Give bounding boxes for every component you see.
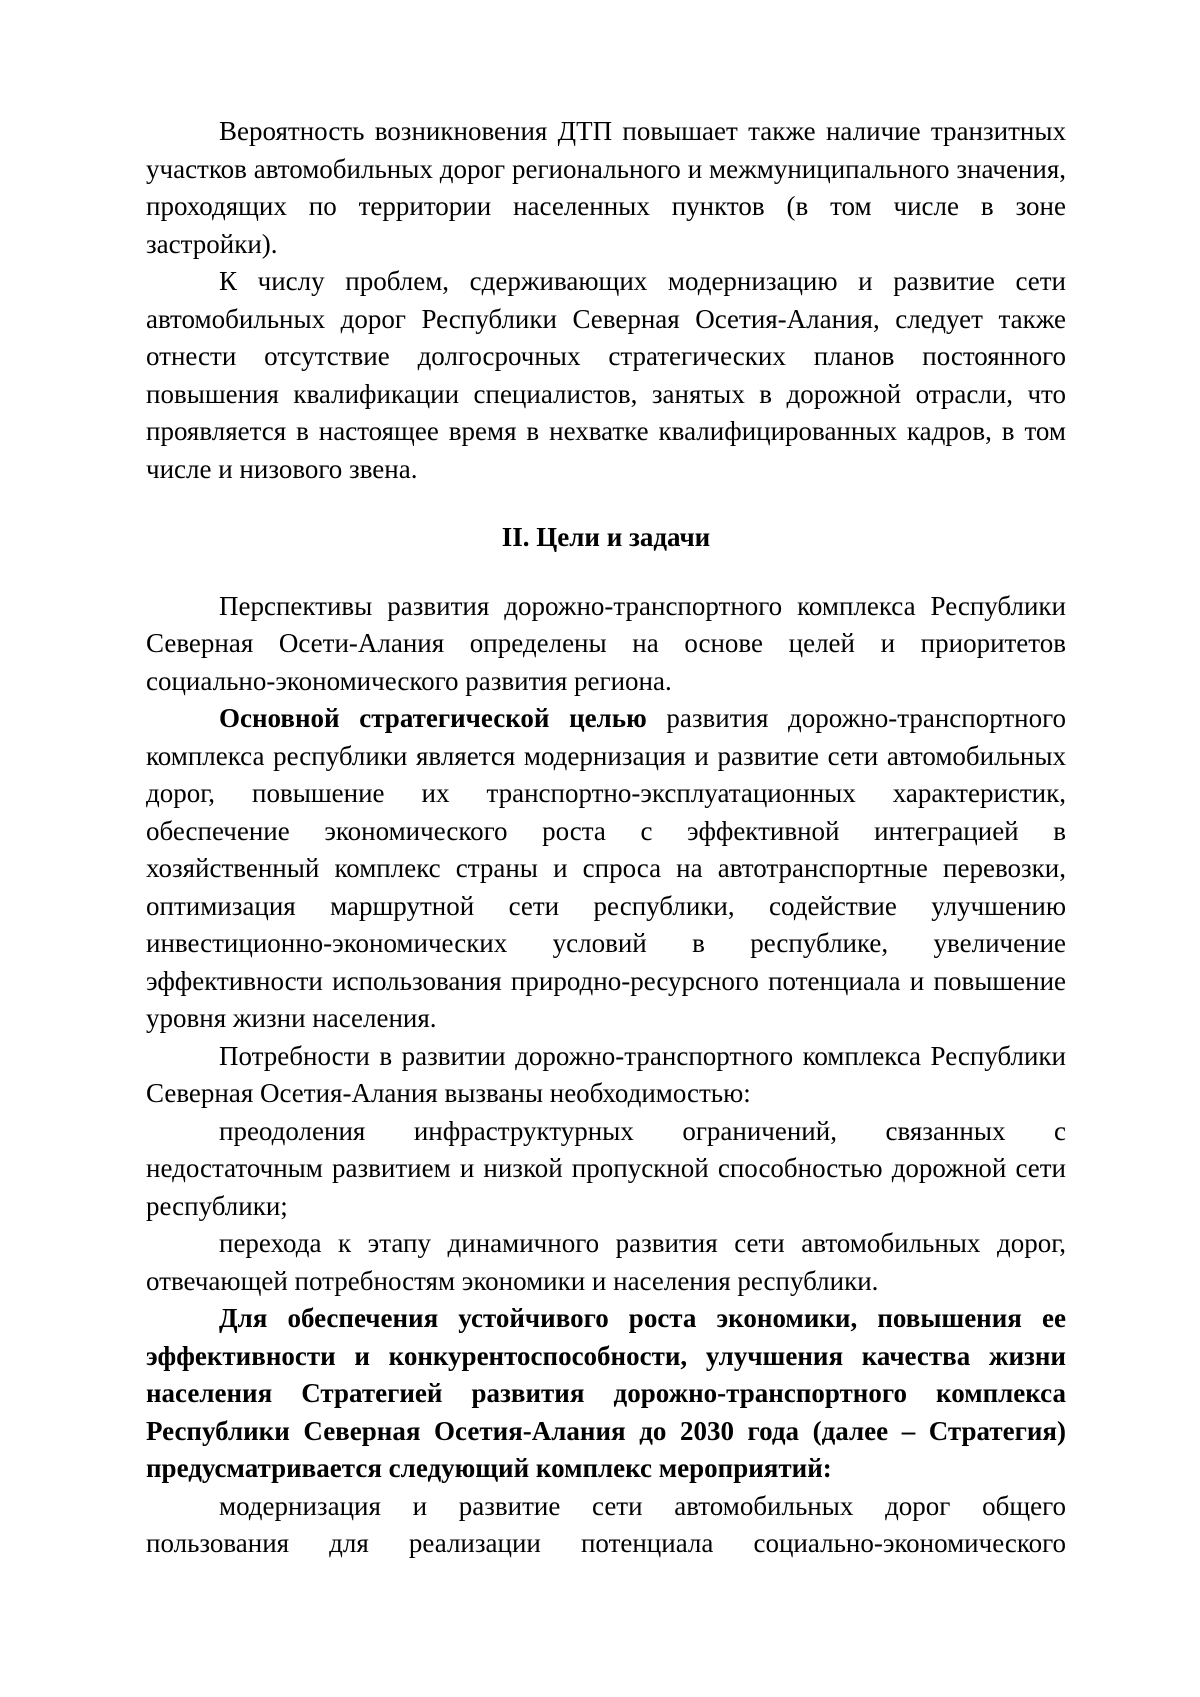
paragraph-first-measure: модернизация и развитие сети автомобильных дорог общего пользования для реализации потенциала социально-экономического bbox=[146, 1490, 1066, 1558]
paragraph-strategy-measures bbox=[146, 1300, 1066, 1488]
paragraph-needs-intro: Потребности в развитии дорожно-транспортного комплекса Республики Северная Осетия-Алания вызваны необходимостью: bbox=[146, 1040, 1066, 1108]
paragraph-perspectives: Перспективы развития дорожно-транспортного комплекса Республики Северная Осети-Алания определены на основе целей и приоритетов социально-экономического развития региона. bbox=[146, 590, 1066, 696]
paragraph-dtp-risk: Вероятность возникновения ДТП повышает также наличие транзитных участков автомобильных дорог регионального и межмуниципального значения, проходящих по территории населенных пунктов (в том числе в зоне застройки). bbox=[146, 116, 1066, 259]
paragraph-problems: К числу проблем, сдерживающих модернизацию и развитие сети автомобильных дорог Республики Северная Осетия-Алания, следует также отнести отсутствие долгосрочных стратегических планов постоянного повышения квалификации специалистов, занятых в дорожной отрасли, что проявляется в настоящее время в нехватке квалифицированных кадров, в том числе и низового звена. bbox=[146, 266, 1066, 484]
document-page bbox=[146, 113, 1066, 1563]
main-goal-bold-lead: Основной стратегической целью bbox=[219, 703, 647, 733]
paragraph-main-goal bbox=[146, 700, 1066, 1038]
strategy-bold-text: Для обеспечения устойчивого роста экономики, повышения ее эффективности и конкурентоспособности, улучшения качества жизни населения Стратегией развития дорожно-транспортного комплекса Республики Северная Осетия-Алания до 2030 года (далее – Стратегия) предусматривается следующий комплекс мероприятий: bbox=[146, 1303, 1066, 1483]
main-goal-text: развития дорожно-транспортного комплекса республики является модернизация и развитие сети автомобильных дорог, повышение их транспортно-эксплуатационных характеристик, обеспечение экономического роста с эффективной интеграцией в хозяйственный комплекс страны и спроса на автотранспортные перевозки, оптимизация маршрутной сети республики, содействие улучшению инвестиционно-экономических условий в республике, увеличение эффективности использования природно-ресурсного потенциала и повышение уровня жизни населения. bbox=[146, 703, 1066, 1033]
section-heading: II. Цели и задачи bbox=[501, 522, 711, 552]
needs-item-infrastructure: преодоления инфраструктурных ограничений, связанных с недостаточным развитием и низкой пропускной способностью дорожной сети республики; bbox=[146, 1115, 1066, 1221]
needs-item-transition: перехода к этапу динамичного развития сети автомобильных дорог, отвечающей потребностям экономики и населения республики. bbox=[146, 1228, 1066, 1296]
